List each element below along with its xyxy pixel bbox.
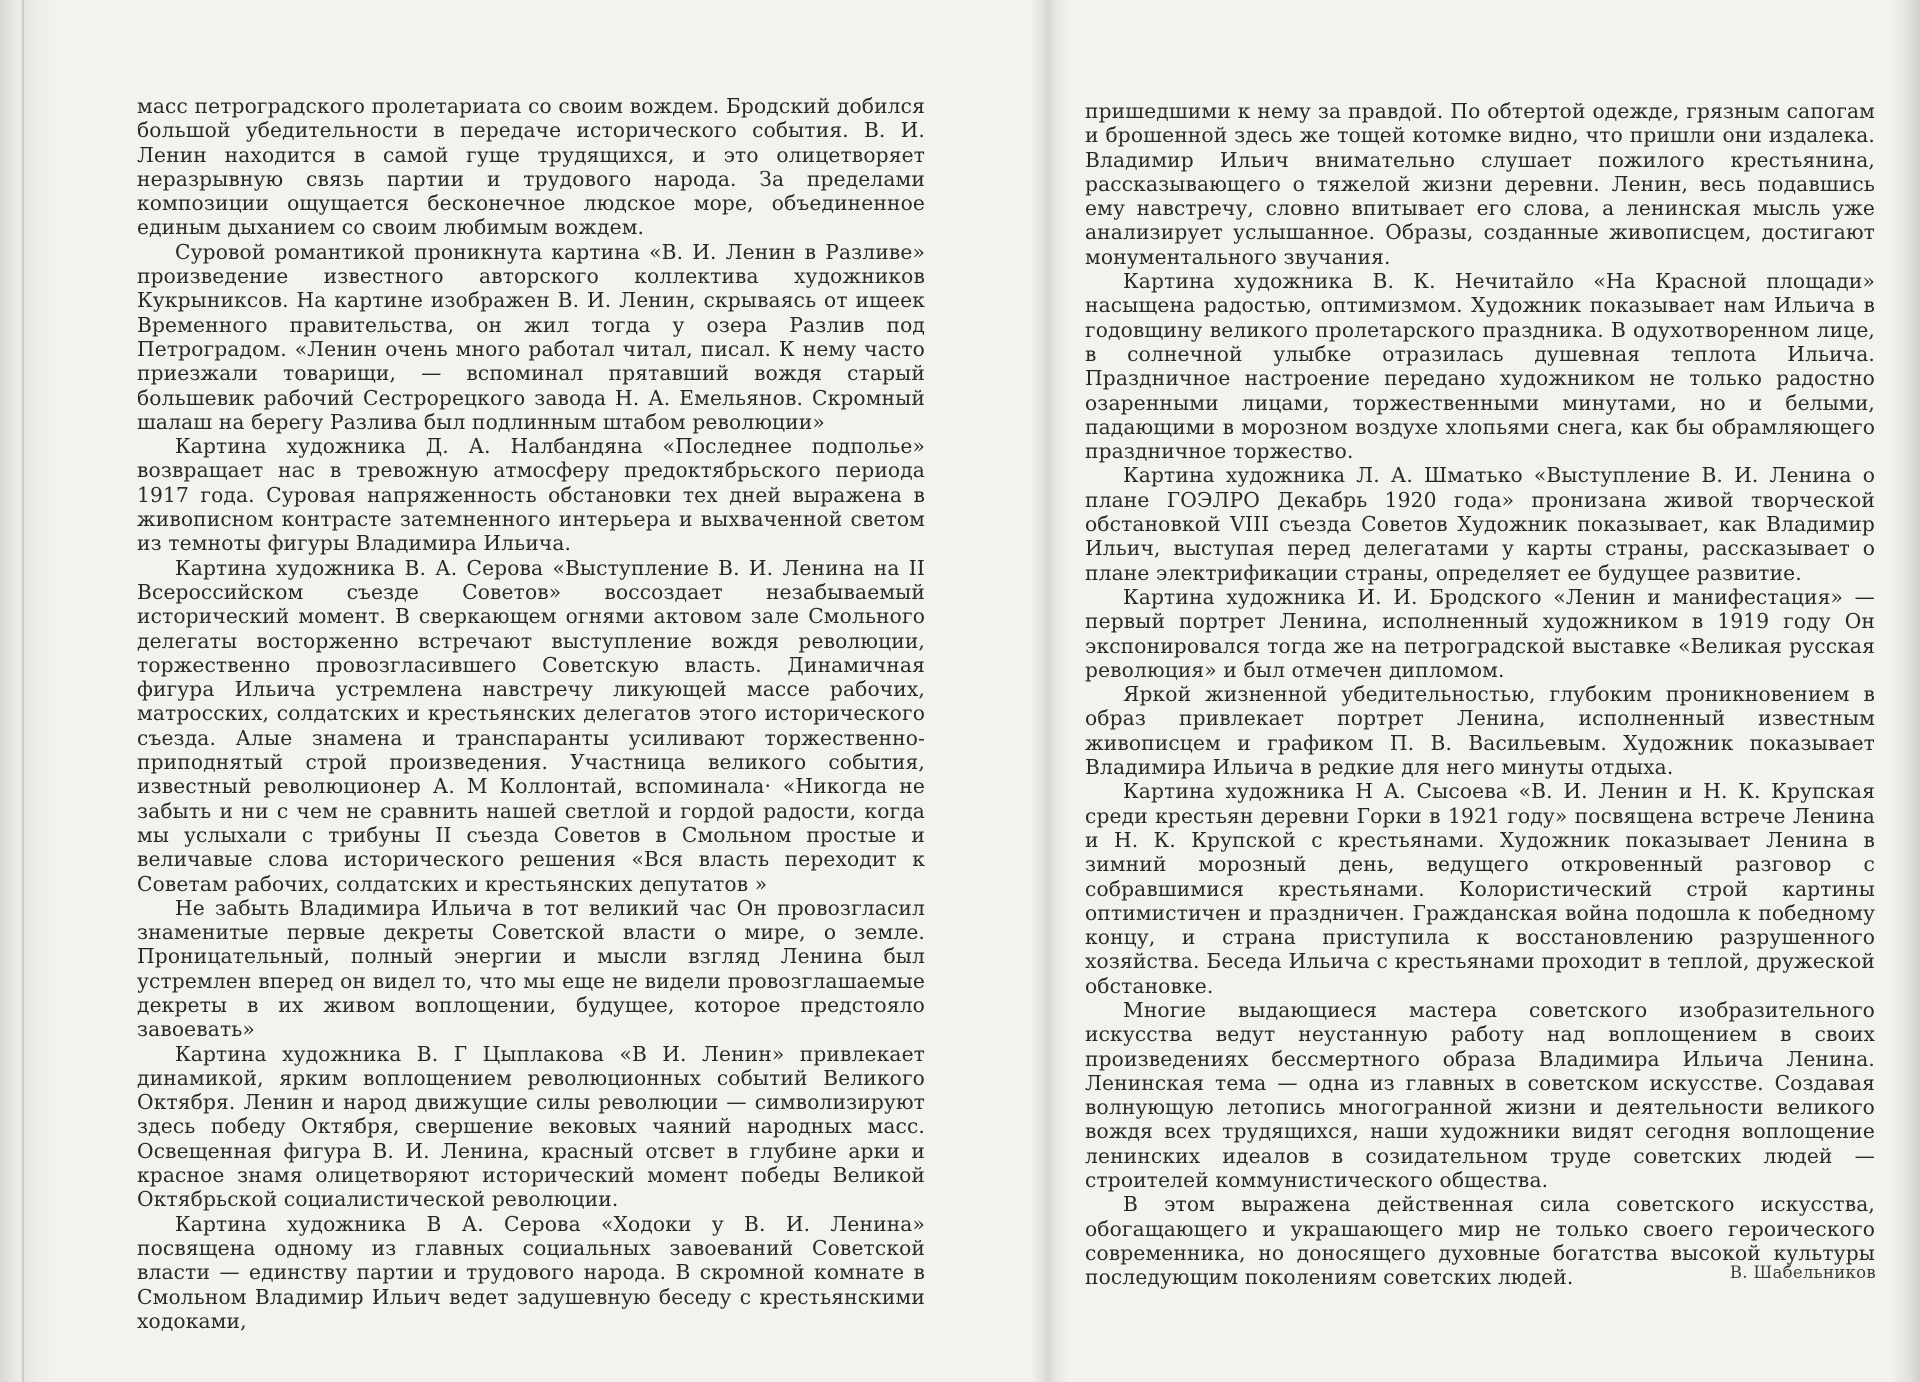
paragraph: Картина художника И. И. Бродского «Ленин и манифестация» — первый портрет Ленина, исполненный художником в 1919 году Он экспонировался тогда же на петроградской выставке «Великая русская революция» и был отмечен дипломом. bbox=[1085, 584, 1875, 682]
left-page-text bbox=[137, 0, 925, 1333]
paragraph: Не забыть Владимира Ильича в тот великий час Он провозгласил знаменитые первые декреты Советской власти о мире, о земле. Проницательный, полный энергии и мысли взгляд Ленина был устремлен вперед он видел то, что мы еще не видели провозглашаемые декреты в их живом воплощении, будущее, которое предстояло завоевать» bbox=[137, 895, 925, 1042]
paragraph: Суровой романтикой проникнута картина «В. И. Ленин в Разливе» произведение известного авторского коллектива художников Кукрыниксов. На картине изображен В. И. Ленин, скрываясь от ищеек Временного правительства, он жил тогда у озера Разлив под Петроградом. «Ленин очень много работал читал, писал. К нему часто приезжали товарищи, — вспоминал прятавший вождя старый большевик рабочий Сестрорецкого завода Н. А. Емельянов. Скромный шалаш на берегу Разлива был подлинным штабом революции» bbox=[137, 239, 925, 434]
paragraph: Картина художника Л. А. Шматько «Выступление В. И. Ленина о плане ГОЭЛРО Декабрь 1920 года» пронизана живой творческой обстановкой VIII съезда Советов Художник показывает, как Владимир Ильич, выступая перед делегатами у карты страны, рассказывает о плане электрификации страны, определяет ее будущее развитие. bbox=[1085, 463, 1875, 585]
right-page-edge bbox=[1890, 0, 1920, 1382]
paragraph: Картина художника Н А. Сысоева «В. И. Ленин и Н. К. Крупская среди крестьян деревни Горки в 1921 году» посвящена встрече Ленина и Н. К. Крупской с крестьянами. Художник показывает Ленина в зимний морозный день, ведущего откровенный разговор с собравшимися крестьянами. Колористический строй картины оптимистичен и праздничен. Гражданская война подошла к победному концу, и страна приступила к восстановлению разрушенного хозяйства. Беседа Ильича с крестьянами проходит в теплой, дружеской обстановке. bbox=[1085, 779, 1875, 998]
left-page-edge bbox=[0, 0, 60, 1382]
paragraph: Картина художника В. А. Серова «Выступление В. И. Ленина на II Всероссийском съезде Советов» воссоздает незабываемый исторический момент. В сверкающем огнями актовом зале Смольного делегаты восторженно встречают выступление вождя революции, торжественно провозгласившего Советскую власть. Динамичная фигура Ильича устремлена навстречу ликующей массе рабочих, матросских, солдатских и крестьянских делегатов этого исторического съезда. Алые знамена и транспаранты усиливают торжественно-приподнятый строй произведения. Участница великого события, известный революционер А. М Коллонтай, вспоминала· «Никогда не забыть и ни с чем не сравнить нашей светлой и гордой радости, когда мы услыхали с трибуны II съезда Советов в Смольном простые и величавые слова исторического решения «Вся власть переходит к Советам рабочих, солдатских и крестьянских депутатов » bbox=[137, 555, 925, 896]
right-page-text bbox=[1085, 0, 1875, 1290]
paragraph: Картина художника Д. А. Налбандяна «Последнее подполье» возвращает нас в тревожную атмосферу предоктябрьского периода 1917 года. Суровая напряженность обстановки тех дней выражена в живописном контрасте затемненного интерьера и выхваченной светом из темноты фигуры Владимира Ильича. bbox=[137, 434, 925, 556]
paragraph: масс петроградского пролетариата со своим вождем. Бродский добился большой убедительности в передаче исторического события. В. И. Ленин находится в самой гуще трудящихся, и это олицетворяет неразрывную связь партии и трудового народа. За пределами композиции ощущается бесконечное людское море, объединенное единым дыханием со своим любимым вождем. bbox=[137, 94, 925, 240]
paragraph: пришедшими к нему за правдой. По обтертой одежде, грязным сапогам и брошенной здесь же тощей котомке видно, что пришли они издалека. Владимир Ильич внимательно слушает пожилого крестьянина, рассказывающего о тяжелой жизни деревни. Ленин, весь подавшись ему навстречу, словно впитывает его слова, а ленинская мысль уже анализирует услышанное. Образы, созданные живописцем, достигают монументального звучания. bbox=[1085, 99, 1875, 269]
paragraph: Картина художника В. К. Нечитайло «На Красной площади» насыщена радостью, оптимизмом. Художник показывает нам Ильича в годовщину великого пролетарского праздника. В одухотворенном лице, в солнечной улыбке отразилась душевная теплота Ильича. Праздничное настроение передано художником не только радостно озаренными лицами, торжественными минутами, но и белыми, падающими в морозном воздухе хлопьями снега, как бы обрамляющего праздничное торжество. bbox=[1085, 269, 1875, 464]
paragraph: Картина художника В А. Серова «Ходоки у В. И. Ленина» посвящена одному из главных социальных завоеваний Советской власти — единству партии и трудового народа. В скромной комнате в Смольном Владимир Ильич ведет задушевную беседу с крестьянскими ходоками, bbox=[137, 1211, 925, 1333]
paragraph: Картина художника В. Г Цыплакова «В И. Ленин» привлекает динамикой, ярким воплощением революционных событий Великого Октября. Ленин и народ движущие силы революции — символизируют здесь победу Октября, свершение вековых чаяний народных масс. Освещенная фигура В. И. Ленина, красный отсвет в глубине арки и красное знамя олицетворяют исторический момент победы Великой Октябрьской социалистической революции. bbox=[137, 1041, 925, 1212]
paragraph: Многие выдающиеся мастера советского изобразительного искусства ведут неустанную работу над воплощением в своих произведениях бессмертного образа Владимира Ильича Ленина. Ленинская тема — одна из главных в советском искусстве. Создавая волнующую летопись многогранной жизни и деятельности великого вождя всех трудящихся, наши художники видят сегодня воплощение ленинских идеалов в созидательном труде советских людей — строителей коммунистического общества. bbox=[1085, 997, 1875, 1193]
paragraph: Яркой жизненной убедительностью, глубоким проникновением в образ привлекает портрет Ленина, исполненный известным живописцем и графиком П. В. Васильевым. Художник показывает Владимира Ильича в редкие для него минуты отдыха. bbox=[1085, 682, 1875, 780]
paragraph: В этом выражена действенная сила советского искусства, обогащающего и украшающего мир не только своего героического современника, но доносящего духовные богатства высокой культуры последующим поколениям советских людей. bbox=[1085, 1192, 1875, 1290]
author-signature: В. Шабельников bbox=[1729, 1263, 1876, 1282]
center-fold bbox=[1030, 0, 1070, 1382]
